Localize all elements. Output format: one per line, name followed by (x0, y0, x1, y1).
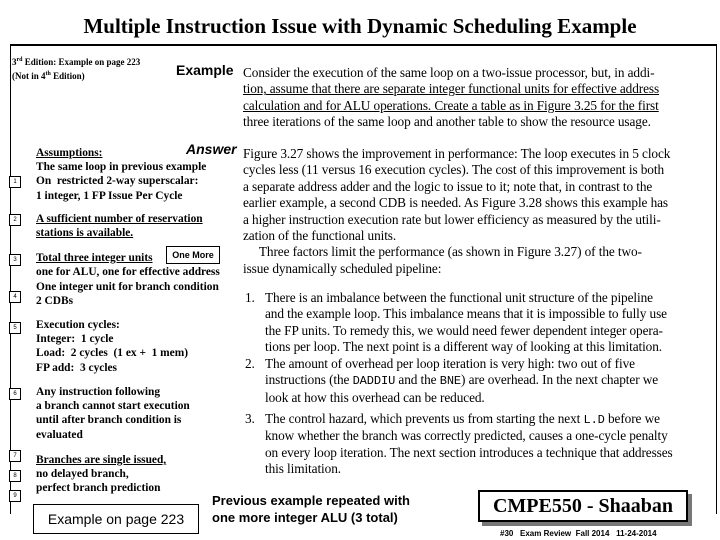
slide-title: Multiple Instruction Issue with Dynamic Scheduling Example (83, 14, 637, 38)
answer-line: a higher instruction execution rate but lower efficiency as measured by the utili- (243, 211, 661, 227)
note-line: 2 CDBs (36, 295, 74, 308)
answer-label: Answer (186, 141, 237, 157)
example-page-box: Example on page 223 (33, 504, 199, 534)
note-line: until after branch condition is (36, 414, 182, 427)
note-marker: 4 (9, 291, 21, 303)
answer-line: cycles less (11 versus 16 execution cycles). The cost of this improvement is both (243, 162, 664, 178)
edition-note (12, 54, 140, 82)
note-line: One integer unit for branch condition (36, 281, 219, 293)
note-marker: 7 (9, 450, 21, 462)
factor-line: the FP units. To remedy this, we would need fewer dependent integer opera- (265, 322, 663, 338)
note-branch-rule (36, 385, 190, 442)
answer-line: issue dynamically scheduled pipeline: (243, 260, 442, 276)
previous-note-line: Previous example repeated with (212, 493, 410, 508)
note-no-delayed-branch: no delayed branch, (36, 468, 129, 480)
example-text (243, 65, 659, 131)
answer-line: zation of the functional units. (243, 228, 397, 244)
factor-line: this limitation. (265, 461, 341, 477)
note-marker: 2 (9, 214, 21, 226)
note-marker: 9 (9, 490, 21, 502)
frame-right-border (716, 44, 717, 514)
example-line: Consider the execution of the same loop on a two-issue processor, but, in addi- (243, 65, 655, 80)
note-line: Load: 2 cycles (1 ex + 1 mem) (36, 347, 188, 360)
factor-line: tions per loop. The next point is a different way of looking at this limitation. (265, 339, 663, 355)
note-marker: 5 (9, 322, 21, 334)
note-marker: 8 (9, 470, 21, 482)
answer-text (243, 146, 670, 277)
answer-line: Three factors limit the performance (as shown in Figure 3.27) of the two- (243, 244, 642, 260)
note-line: evaluated (36, 428, 83, 441)
factor-number: 2. (245, 356, 255, 371)
edition-note-line2: (Not in 4th Edition) (12, 71, 85, 81)
factor-line: The amount of overhead per loop iteration is very high: two out of five (265, 356, 635, 371)
factor-number: 1. (245, 290, 255, 305)
example-label: Example (176, 62, 234, 78)
factor-line: look at how this overhead can be reduced. (265, 389, 485, 405)
previous-note-line: one more integer ALU (3 total) (212, 510, 398, 525)
note-line: FP add: 3 cycles (36, 361, 117, 374)
slide-footer: #30 Exam Review Fall 2014 11-24-2014 (500, 529, 657, 538)
factor-3 (245, 411, 673, 478)
note-assumptions (36, 146, 206, 203)
note-branch-unit (36, 280, 219, 308)
edition-note-line1: 3rd Edition: Example on page 223 (12, 57, 141, 67)
course-badge: CMPE550 - Shaaban (478, 490, 688, 522)
note-line: Integer: 1 cycle (36, 333, 114, 346)
note-reservation-stations (36, 212, 203, 240)
note-perfect-prediction: perfect branch prediction (36, 482, 161, 494)
note-execution-cycles (36, 318, 188, 375)
note-line: On restricted 2-way superscalar: (36, 175, 199, 188)
note-line: a branch cannot start execution (36, 400, 190, 413)
note-heading: Assumptions: (36, 147, 103, 159)
answer-line: a separate address adder and the logic to issue to it; note that, in contrast to the (243, 178, 653, 194)
factor-2 (245, 356, 658, 406)
note-marker: 1 (9, 176, 21, 188)
note-marker: 3 (9, 254, 21, 266)
factor-number: 3. (245, 411, 255, 426)
example-line: calculation and for ALU operations. Create a table as in Figure 3.25 for the first (243, 97, 659, 113)
factor-line: The control hazard, which prevents us from starting the next L.D before we (265, 411, 660, 427)
note-line: The same loop in previous example (36, 161, 207, 174)
note-single-issue: Branches are single issued, (36, 454, 167, 466)
one-more-callout: One More (166, 246, 220, 264)
note-line: stations is available. (36, 227, 134, 240)
factor-line: on every loop iteration. The next section introduces a technique that addresses (265, 444, 673, 460)
factor-line: There is an imbalance between the functional unit structure of the pipeline (265, 290, 653, 305)
note-line: 1 integer, 1 FP Issue Per Cycle (36, 189, 183, 202)
note-marker: 6 (9, 388, 21, 400)
note-line: Any instruction following (36, 386, 161, 398)
note-line: Total three integer units (36, 252, 153, 264)
factor-1 (245, 290, 667, 356)
note-line: one for ALU, one for effective address (36, 266, 220, 279)
answer-line: Figure 3.27 shows the improvement in performance: The loop executes in 5 clock (243, 146, 671, 161)
previous-example-note (212, 492, 440, 526)
answer-line: earlier example, a second CDB is needed. As Figure 3.28 shows this example has (243, 195, 668, 211)
frame-left-border (10, 44, 11, 514)
note-line: Execution cycles: (36, 319, 120, 331)
title-underline (10, 44, 716, 46)
factor-line: instructions (the DADDIU and the BNE) are overhead. In the next chapter we (265, 372, 659, 389)
example-line: tion, assume that there are separate integer functional units for effective address (243, 81, 660, 97)
factor-line: and the example loop. This imbalance means that it is impossible to fully use (265, 306, 667, 322)
example-line: three iterations of the same loop and another table to show the resource usage. (243, 114, 651, 130)
note-line: A sufficient number of reservation (36, 213, 203, 225)
factor-line: know whether the branch was correctly predicted, causes a one-cycle penalty (265, 428, 668, 444)
